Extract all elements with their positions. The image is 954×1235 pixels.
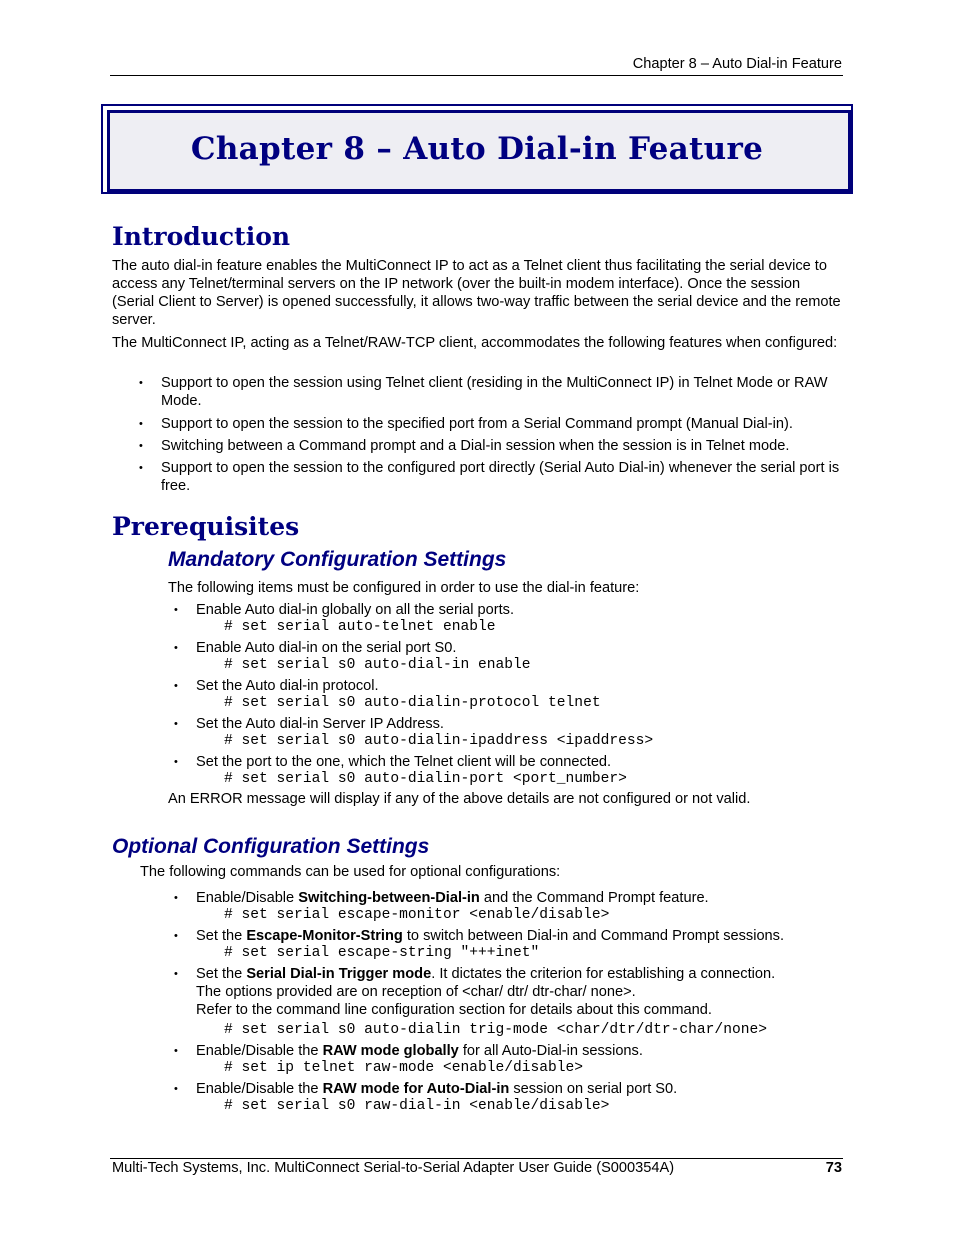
list-item: • Set the Serial Dial-in Trigger mode. It dictates the criterion for establishing a connection. The options provided are on reception of <char/ dtr/ dtr-char/ none>. Refer to the command line configuration section for details about this command. # set serial s0 auto-dialin trig-mode <char/dtr/dtr-char/none>	[196, 965, 846, 1039]
command-line: # set serial s0 auto-dialin-ipaddress <ipaddress>	[224, 733, 654, 749]
bullet-icon: •	[139, 377, 143, 389]
bullet-icon: •	[174, 930, 178, 942]
prerequisites-heading: Prerequisites	[112, 512, 300, 541]
command-line: # set serial s0 auto-dial-in enable	[224, 657, 531, 673]
introduction-body	[112, 257, 844, 352]
mandatory-intro: The following items must be configured in order to use the dial-in feature:	[168, 580, 640, 596]
list-item: • Enable/Disable the RAW mode globally for all Auto-Dial-in sessions. # set ip telnet raw-mode <enable/disable>	[196, 1042, 846, 1077]
chapter-title: Chapter 8 – Auto Dial-in Feature	[190, 131, 764, 167]
page-number: 73	[825, 1160, 842, 1176]
command-line: # set serial escape-monitor <enable/disable>	[224, 907, 610, 923]
list-item: • Enable/Disable the RAW mode for Auto-Dial-in session on serial port S0. # set serial s0 raw-dial-in <enable/disable>	[196, 1080, 846, 1115]
list-item: • Support to open the session to the specified port from a Serial Command prompt (Manual Dial-in).	[139, 416, 793, 432]
command-line: # set serial s0 auto-dialin-port <port_number>	[224, 771, 627, 787]
list-item: • Set the Auto dial-in protocol. # set serial s0 auto-dialin-protocol telnet	[196, 677, 836, 712]
command-line: # set serial s0 auto-dialin-protocol telnet	[224, 695, 601, 711]
command-line: # set serial s0 auto-dialin trig-mode <char/dtr/dtr-char/none>	[224, 1022, 767, 1038]
bullet-icon: •	[174, 1083, 178, 1095]
optional-intro: The following commands can be used for optional configurations:	[140, 864, 561, 880]
bullet-icon: •	[174, 756, 178, 768]
mandatory-settings-list	[174, 601, 836, 788]
command-line: # set serial auto-telnet enable	[224, 619, 496, 635]
bullet-icon: •	[139, 462, 143, 474]
bullet-icon: •	[174, 1045, 178, 1057]
bullet-icon: •	[174, 642, 178, 654]
bullet-icon: •	[174, 892, 178, 904]
error-note: An ERROR message will display if any of the above details are not configured or not valid.	[168, 791, 751, 807]
optional-settings-list	[174, 889, 846, 1115]
bullet-icon: •	[139, 440, 143, 452]
bullet-icon: •	[139, 418, 143, 430]
introduction-paragraph-1: The auto dial-in feature enables the MultiConnect IP to act as a Telnet client thus facilitating the serial device to access any Telnet/terminal servers on the IP network (over the built-in modem interface). Once the session (Serial Client to Server) is opened successfully, it allows two-way traffic between the serial device and the remote server.	[112, 258, 841, 328]
list-item: • Support to open the session using Telnet client (residing in the MultiConnect IP) in Telnet Mode or RAW Mode.	[139, 375, 828, 409]
bullet-icon: •	[174, 968, 178, 980]
command-line: # set serial escape-string "+++inet"	[224, 945, 540, 961]
list-item: • Support to open the session to the configured port directly (Serial Auto Dial-in) whenever the serial port is free.	[139, 460, 840, 494]
list-item: • Set the port to the one, which the Telnet client will be connected. # set serial s0 auto-dialin-port <port_number>	[196, 753, 836, 788]
list-item: • Set the Escape-Monitor-String to switch between Dial-in and Command Prompt sessions. # set serial escape-string "+++inet"	[196, 927, 846, 962]
header-rule	[110, 75, 843, 76]
introduction-paragraph-2: The MultiConnect IP, acting as a Telnet/RAW-TCP client, accommodates the following features when configured:	[112, 335, 838, 351]
list-item: • Enable Auto dial-in on the serial port S0. # set serial s0 auto-dial-in enable	[196, 639, 836, 674]
introduction-feature-list	[139, 374, 851, 495]
running-header: Chapter 8 – Auto Dial-in Feature	[632, 56, 842, 72]
list-item: • Enable/Disable Switching-between-Dial-in and the Command Prompt feature. # set serial escape-monitor <enable/disable>	[196, 889, 846, 924]
mandatory-settings-heading: Mandatory Configuration Settings	[168, 548, 507, 571]
bullet-icon: •	[174, 680, 178, 692]
command-line: # set serial s0 raw-dial-in <enable/disable>	[224, 1098, 610, 1114]
bullet-icon: •	[174, 604, 178, 616]
list-item: • Switching between a Command prompt and a Dial-in session when the session is in Telnet mode.	[139, 438, 790, 454]
optional-settings-heading: Optional Configuration Settings	[112, 835, 430, 858]
list-item: • Enable Auto dial-in globally on all the serial ports. # set serial auto-telnet enable	[196, 601, 836, 636]
introduction-heading: Introduction	[112, 222, 291, 251]
bullet-icon: •	[174, 718, 178, 730]
command-line: # set ip telnet raw-mode <enable/disable>	[224, 1060, 584, 1076]
footer-text: Multi-Tech Systems, Inc. MultiConnect Serial-to-Serial Adapter User Guide (S000354A)	[112, 1160, 675, 1176]
footer-rule	[110, 1158, 843, 1159]
list-item: • Set the Auto dial-in Server IP Address. # set serial s0 auto-dialin-ipaddress <ipaddress>	[196, 715, 836, 750]
